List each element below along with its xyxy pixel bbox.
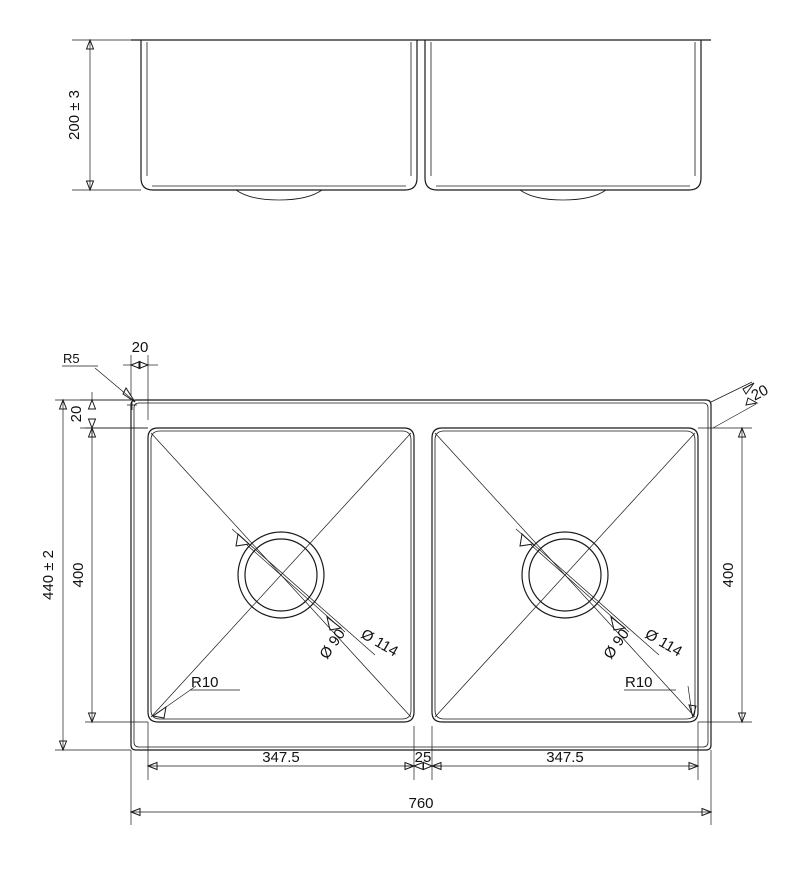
top-plan-view — [40, 339, 771, 825]
dim-bowl-depth-right: 400 — [720, 562, 737, 588]
dim-waste-outer-left: Ø 114 — [358, 625, 401, 661]
dim-bowl-width-left: 347.5 — [262, 749, 300, 766]
dim-radius-bowl-right: R10 — [625, 674, 653, 691]
dim-bowl-depth-left: 400 — [70, 562, 87, 588]
dim-overall-depth: 440 ± 2 — [40, 550, 57, 600]
dim-rim-left: 20 — [131, 339, 149, 356]
dim-divider: 25 — [414, 749, 432, 766]
dim-radius-rim: R5 — [63, 351, 80, 366]
dim-radius-bowl-left: R10 — [191, 674, 219, 691]
dim-rim-right: 20 — [748, 381, 772, 405]
dim-waste-inner-right: Ø 90 — [600, 625, 633, 663]
dim-waste-inner-left: Ø 90 — [316, 625, 349, 663]
dim-waste-outer-right: Ø 114 — [642, 625, 685, 661]
dim-height: 200 ± 3 — [66, 90, 83, 140]
dim-rim-top: 20 — [68, 405, 85, 423]
front-elevation-view — [66, 40, 711, 200]
dim-bowl-width-right: 347.5 — [546, 749, 584, 766]
dim-overall-width: 760 — [408, 795, 434, 812]
